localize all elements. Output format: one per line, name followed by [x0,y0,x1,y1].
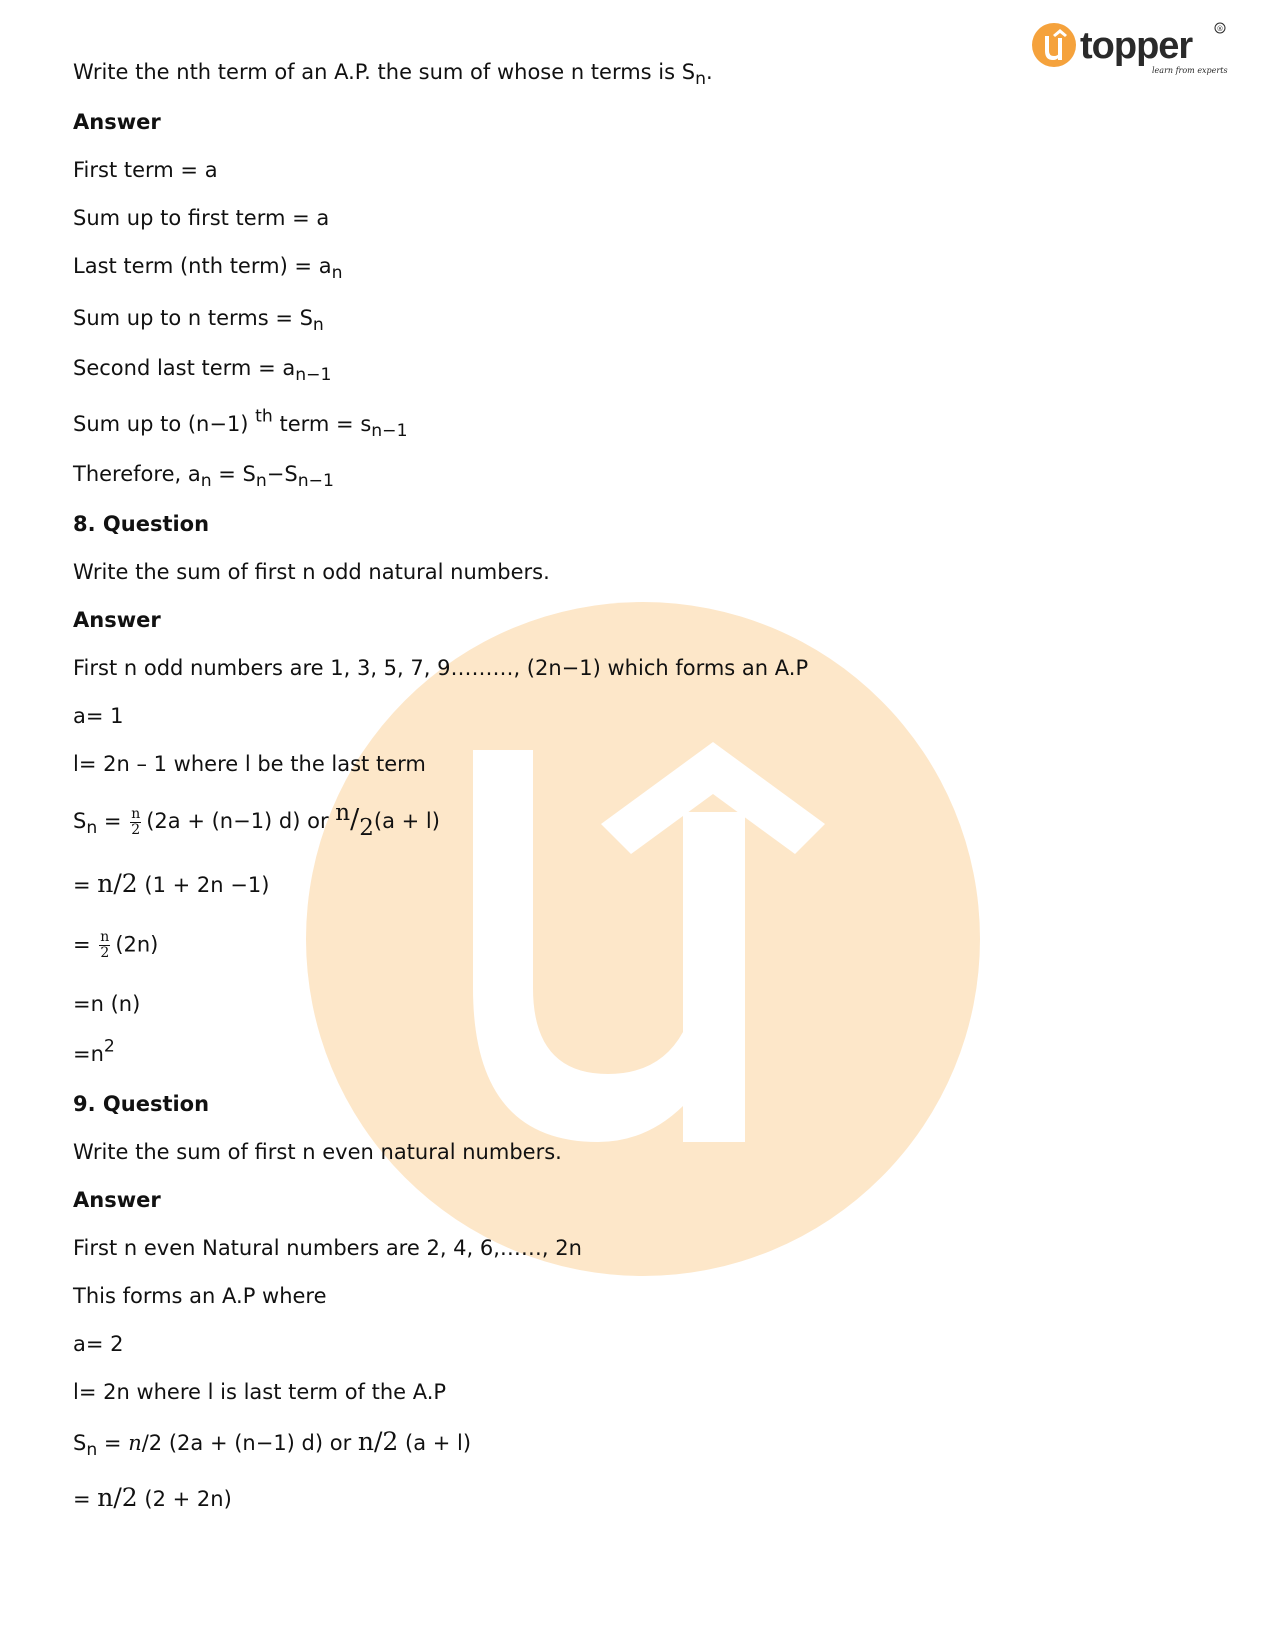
topper-logo [1032,20,1232,78]
brand-tagline: learn from experts [1152,66,1228,75]
q7-line-sum-n: Sum up to n terms = $S_n$ [73,306,324,336]
q7-line-first-term: First term = a [73,158,218,182]
fraction: $\frac{n}{2}$ [100,929,110,961]
q9-question: Write the sum of first n even natural numbers. [73,1140,562,1164]
q9-heading: 9. Question [73,1092,210,1116]
q7-question: Write the nth term of an A.P. the sum of whose n terms is $S_n$. [73,60,713,90]
q9-line-even-numbers: First n even Natural numbers are 2, 4, 6,……, 2n [73,1236,582,1260]
q9-answer-label: Answer [73,1188,161,1212]
q7-line-second-last: Second last term = $a_{n-1}$ [73,356,332,386]
q7-answer-label: Answer [73,110,161,134]
q8-step-2: = $\frac{n}{2}$ (2n) [73,929,159,961]
fraction: $\frac{n}{2}$ [131,805,141,838]
q9-line-a: a= 2 [73,1332,124,1356]
q7-line-last-term: Last term (nth term) = $a_n$ [73,254,343,284]
q8-step-1: = n/2 (1 + 2n −1) [73,869,270,898]
q9-step-1: = n/2 (2 + 2n) [73,1483,232,1512]
q8-line-l: l= 2n – 1 where l be the last term [73,752,426,776]
q8-heading: 8. Question [73,512,210,536]
q8-sn-formula: $S_n$ = $\frac{n}{2}$ (2a + (n−1) d) or n/2(a + l) [73,799,440,841]
q8-question: Write the sum of first n odd natural numbers. [73,560,550,584]
q8-line-odd-numbers: First n odd numbers are 1, 3, 5, 7, 9………, (2n−1) which forms an A.P [73,656,809,680]
q8-line-a: a= 1 [73,704,124,728]
q8-answer-label: Answer [73,608,161,632]
brand-name: topper [1080,25,1193,67]
registered-mark: ® [1216,25,1224,33]
q8-step-4: $=n^2$ [73,1036,115,1066]
q8-step-3: =n (n) [73,992,141,1016]
q7-line-therefore: Therefore, $a_n = S_n-S_{n-1}$ [73,462,334,492]
q7-line-sum-n-minus-1: Sum up to (n−1) $^{th}$ term = $s_{n-1}$ [73,406,408,442]
topper-watermark-logo [306,602,980,1276]
q7-line-sum-first: Sum up to first term = a [73,206,330,230]
q9-line-forms-ap: This forms an A.P where [73,1284,327,1308]
q9-sn-formula: $S_n = n/2$ (2a + (n−1) d) or n/2 (a + l) [73,1427,472,1461]
q9-line-l: l= 2n where l is last term of the A.P [73,1380,447,1404]
